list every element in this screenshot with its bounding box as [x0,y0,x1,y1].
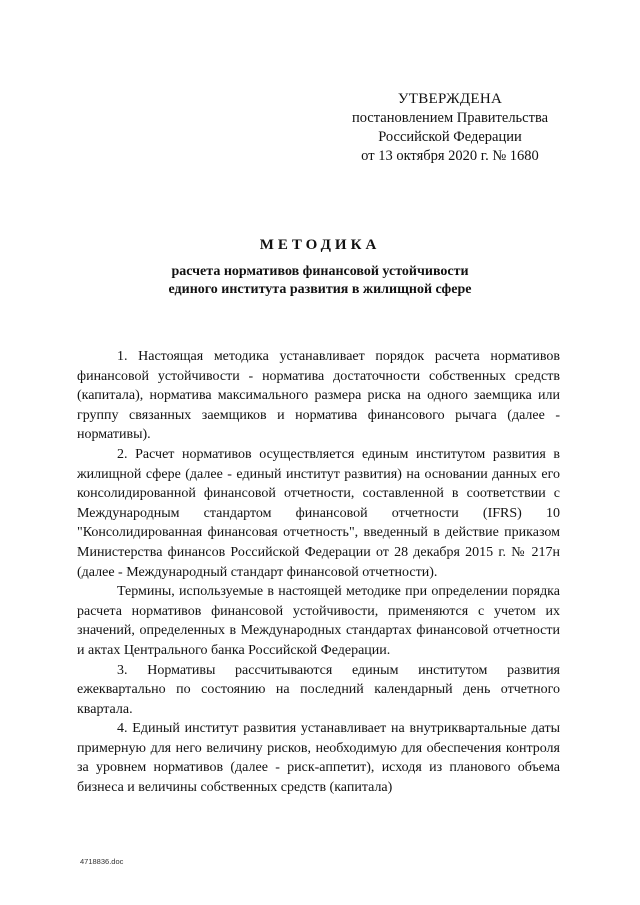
paragraph-2: 2. Расчет нормативов осуществляется единым институтом развития в жилищной сфере (далее - единый институт развития) на основании данных его консолидированной финансовой отчетности, составленной в соответствии с Международным стандартом финансовой отчетности (IFRS) 10 "Консолидированная финансовая отчетность", введенный в действие приказом Министерства финансов Российской Федерации от 28 декабря 2015 г. № 217н (далее - Международный стандарт финансовой отчетности). [77,446,560,580]
document-title-block [80,237,560,299]
file-code: 4718836.doc [80,857,124,866]
document-subtitle-line-2: единого института развития в жилищной сфере [168,282,472,297]
approval-line-country: Российской Федерации [378,129,522,145]
paragraph-1: 1. Настоящая методика устанавливает порядок расчета нормативов финансовой устойчивости - норматива достаточности собственных средств (капитала), норматива максимального размера риска на одного заемщика или группу связанных заемщиков и норматива финансового рычага (далее - нормативы). [77,349,560,443]
approval-title: УТВЕРЖДЕНА [397,91,503,107]
approval-stamp [340,90,560,166]
approval-line-decree: постановлением Правительства [351,110,549,126]
paragraph-3: 3. Нормативы рассчитываются единым институтом развития ежеквартально по состоянию на последний календарный день отчетного квартала. [77,662,560,717]
document-subtitle-line-1: расчета нормативов финансовой устойчивости [171,264,469,279]
document-body [77,347,560,798]
approval-line-date: от 13 октября 2020 г. № 1680 [361,148,539,164]
document-title: МЕТОДИКА [259,237,381,253]
paragraph-terms: Термины, используемые в настоящей методике при определении порядка расчета нормативов финансовой устойчивости, применяются с учетом их значений, определенных в Международных стандартах финансовой отчетности и актах Центрального банка Российской Федерации. [77,584,560,658]
paragraph-4: 4. Единый институт развития устанавливает на внутриквартальные даты примерную для него величину рисков, необходимую для обеспечения контроля за уровнем нормативов (далее - риск-аппетит), исходя из планового объема бизнеса и величины собственных средств (капитала) [77,721,560,796]
